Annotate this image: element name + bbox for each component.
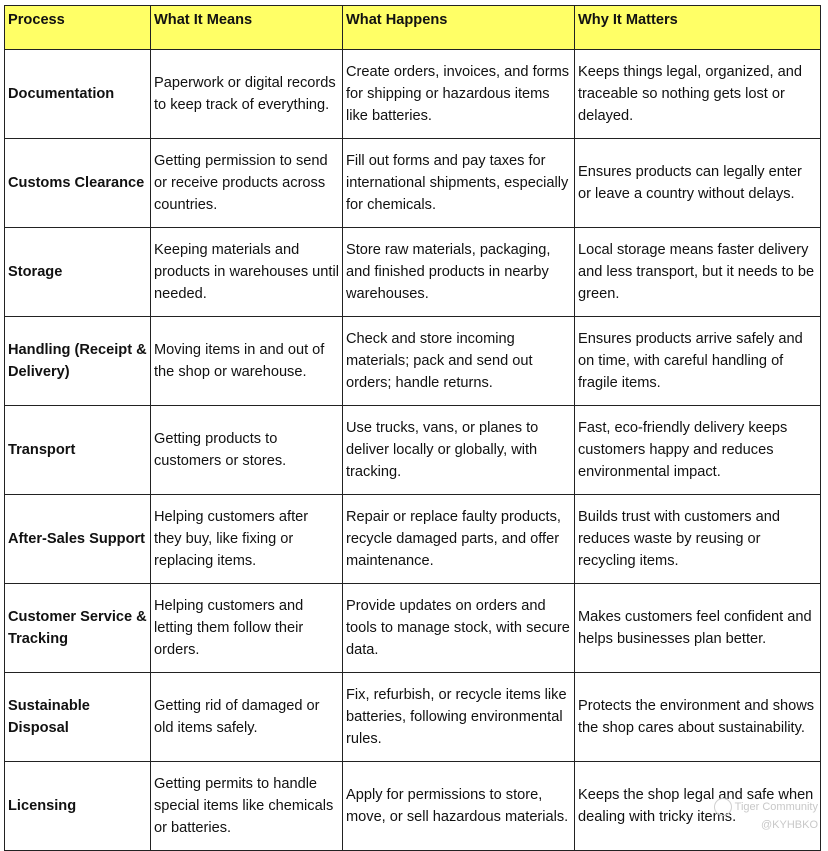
table-row (5, 406, 821, 495)
meaning-cell: Paperwork or digital records to keep track of everything. (151, 50, 343, 139)
matters-cell: Ensures products arrive safely and on time, with careful handling of fragile items. (575, 317, 821, 406)
process-cell: Documentation (5, 50, 151, 139)
header-why-it-matters: Why It Matters (575, 6, 821, 50)
matters-cell: Keeps things legal, organized, and traceable so nothing gets lost or delayed. (575, 50, 821, 139)
matters-cell: Protects the environment and shows the shop cares about sustainability. (575, 673, 821, 762)
matters-cell: Makes customers feel confident and helps businesses plan better. (575, 584, 821, 673)
process-cell: Handling (Receipt & Delivery) (5, 317, 151, 406)
community-logo-icon (714, 798, 732, 816)
meaning-cell: Moving items in and out of the shop or warehouse. (151, 317, 343, 406)
meaning-cell: Keeping materials and products in warehouses until needed. (151, 228, 343, 317)
matters-cell: Fast, eco-friendly delivery keeps customers happy and reduces environmental impact. (575, 406, 821, 495)
process-cell: Customs Clearance (5, 139, 151, 228)
meaning-cell: Helping customers and letting them follow their orders. (151, 584, 343, 673)
watermark (714, 798, 818, 834)
happens-cell: Fix, refurbish, or recycle items like batteries, following environmental rules. (343, 673, 575, 762)
table-row (5, 50, 821, 139)
table-row (5, 139, 821, 228)
happens-cell: Provide updates on orders and tools to manage stock, with secure data. (343, 584, 575, 673)
table-row (5, 584, 821, 673)
happens-cell: Check and store incoming materials; pack and send out orders; handle returns. (343, 317, 575, 406)
happens-cell: Apply for permissions to store, move, or sell hazardous materials. (343, 762, 575, 851)
happens-cell: Create orders, invoices, and forms for shipping or hazardous items like batteries. (343, 50, 575, 139)
table-row (5, 762, 821, 851)
happens-cell: Use trucks, vans, or planes to deliver locally or globally, with tracking. (343, 406, 575, 495)
header-what-happens: What Happens (343, 6, 575, 50)
process-cell: Licensing (5, 762, 151, 851)
happens-cell: Store raw materials, packaging, and finished products in nearby warehouses. (343, 228, 575, 317)
process-cell: Storage (5, 228, 151, 317)
happens-cell: Fill out forms and pay taxes for international shipments, especially for chemicals. (343, 139, 575, 228)
table-row (5, 228, 821, 317)
header-row (5, 6, 821, 50)
process-table (4, 5, 821, 851)
header-process: Process (5, 6, 151, 50)
matters-cell: Local storage means faster delivery and less transport, but it needs to be green. (575, 228, 821, 317)
watermark-line1: Tiger Community (734, 800, 818, 813)
meaning-cell: Getting permits to handle special items like chemicals or batteries. (151, 762, 343, 851)
happens-cell: Repair or replace faulty products, recycle damaged parts, and offer maintenance. (343, 495, 575, 584)
matters-cell: Builds trust with customers and reduces waste by reusing or recycling items. (575, 495, 821, 584)
meaning-cell: Getting permission to send or receive products across countries. (151, 139, 343, 228)
table-row (5, 495, 821, 584)
meaning-cell: Getting products to customers or stores. (151, 406, 343, 495)
table-row (5, 673, 821, 762)
process-cell: After-Sales Support (5, 495, 151, 584)
watermark-line2: @KYHBKO (760, 819, 818, 831)
process-cell: Customer Service & Tracking (5, 584, 151, 673)
table-row (5, 317, 821, 406)
matters-cell: Keeps the shop legal and safe when dealing with tricky items. (575, 762, 821, 851)
process-cell: Sustainable Disposal (5, 673, 151, 762)
process-cell: Transport (5, 406, 151, 495)
meaning-cell: Helping customers after they buy, like fixing or replacing items. (151, 495, 343, 584)
meaning-cell: Getting rid of damaged or old items safely. (151, 673, 343, 762)
header-what-it-means: What It Means (151, 6, 343, 50)
matters-cell: Ensures products can legally enter or leave a country without delays. (575, 139, 821, 228)
